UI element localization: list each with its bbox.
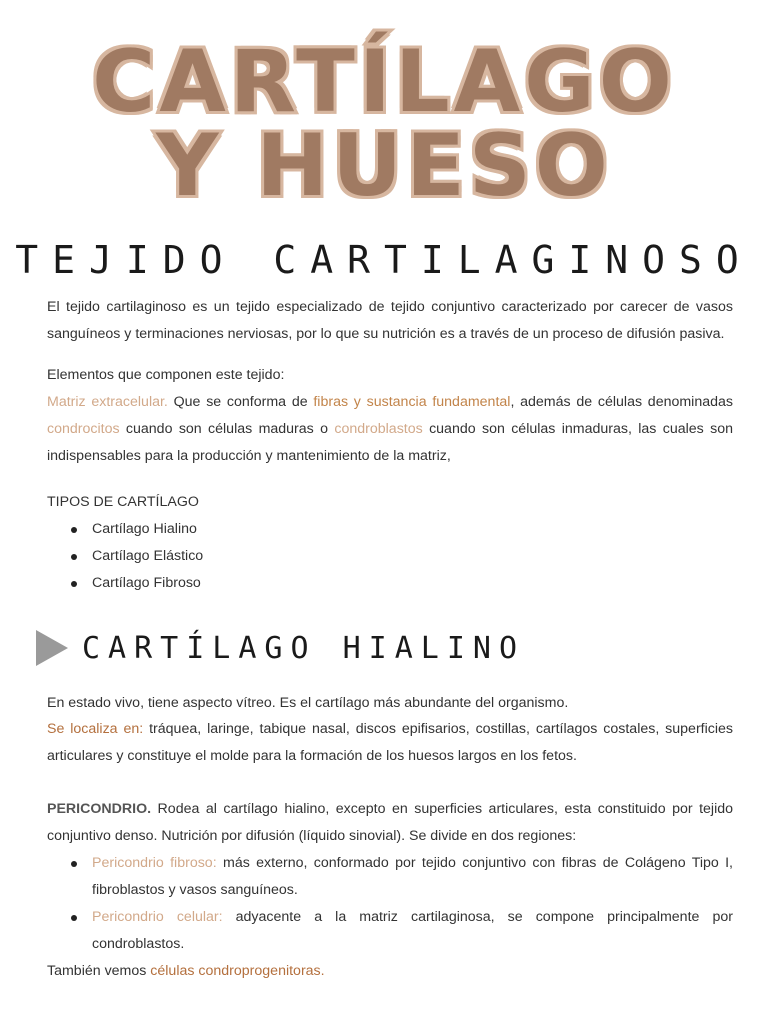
tambien-term: células condroprogenitoras.	[150, 963, 325, 979]
triangle-bullet-icon	[36, 630, 68, 666]
bullet-icon	[71, 581, 77, 587]
title-line-1: CARTÍLAGO	[92, 32, 676, 132]
list-item: Cartílago Fibroso	[47, 570, 733, 597]
vivo-paragraph: En estado vivo, tiene aspecto vítreo. Es el cartílago más abundante del organismo.	[47, 695, 569, 711]
types-list	[47, 516, 733, 597]
tambien-paragraph	[47, 958, 733, 985]
localiza-label: Se localiza en:	[47, 721, 144, 737]
list-item: Pericondrio fibroso: más externo, conformado por tejido conjuntivo con fibras de Colágeno Tipo I, fibroblastos y vasos sanguíneos.	[47, 850, 733, 904]
pericondrio-text: Rodea al cartílago hialino, excepto en superficies articulares, esta constituido por tejido conjuntivo denso. Nutrición por difusión (líquido sinovial). Se divide en dos regiones:	[47, 801, 733, 844]
section-heading-tejido: TEJIDO CARTILAGINOSO	[15, 238, 753, 282]
title-block	[0, 32, 768, 216]
localiza-paragraph	[47, 716, 733, 770]
pericondrio-list	[47, 850, 733, 958]
types-label: TIPOS DE CARTÍLAGO	[47, 494, 199, 510]
matrix-text-4: cuando son células inmaduras, las cuales son indispensables para la producción y mantenimiento de la matriz,	[47, 421, 733, 464]
bullet-icon	[71, 527, 77, 533]
matrix-text-1: Que se conforma de	[167, 394, 314, 410]
list-item: Cartílago Elástico	[47, 543, 733, 570]
matrix-text-2: , además de células denominadas	[510, 394, 733, 410]
matrix-term: Matriz extracelular.	[47, 394, 168, 410]
bullet-icon	[71, 915, 77, 921]
elements-label: Elementos que componen este tejido:	[47, 367, 285, 383]
list-item: Pericondrio celular: adyacente a la matriz cartilaginosa, se compone principalmente por condroblastos.	[47, 904, 733, 958]
matrix-paragraph	[47, 389, 733, 470]
pericondrio-label: PERICONDRIO.	[47, 801, 152, 817]
matrix-text-3: cuando son células maduras o	[119, 421, 335, 437]
title-line-2: Y HUESO	[156, 116, 612, 216]
intro-paragraph: El tejido cartilaginoso es un tejido especializado de tejido conjuntivo caracterizado por carecer de vasos sanguíneos y terminaciones nerviosas, por lo que su nutrición es a través de un proceso de difusión pasiva.	[47, 299, 733, 342]
bullet-icon	[71, 554, 77, 560]
fibras-term: fibras y sustancia fundamental	[313, 394, 511, 410]
tambien-text: También vemos	[47, 963, 151, 979]
section-heading-hialino	[36, 624, 525, 672]
bullet-icon	[71, 861, 77, 867]
list-item: Cartílago Hialino	[47, 516, 733, 543]
condroblastos-term: condroblastos	[334, 421, 423, 437]
section-heading-hialino-text: CARTÍLAGO HIALINO	[82, 630, 526, 666]
localiza-text: tráquea, laringe, tabique nasal, discos epifisarios, costillas, cartílagos costales, superficies articulares y constituye el molde para la formación de los huesos largos en los fetos.	[47, 721, 733, 764]
pericondrio-paragraph	[47, 796, 733, 850]
condrocitos-term: condrocitos	[47, 421, 120, 437]
